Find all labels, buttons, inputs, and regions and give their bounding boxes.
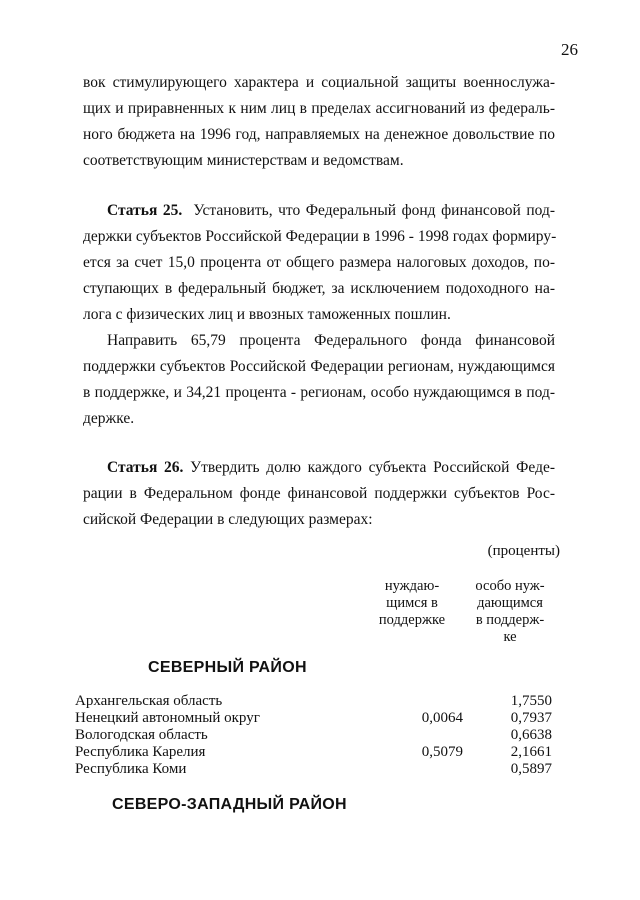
intro-paragraph — [83, 70, 555, 174]
table-row — [75, 761, 555, 778]
text-line: вок стимулирующего характера и социальной защиты военнослужа- — [83, 74, 555, 91]
column-header-needy — [372, 578, 452, 629]
subject-name: Ненецкий автономный округ — [75, 710, 260, 726]
units-label: (проценты) — [487, 543, 560, 559]
text-line: соответствующим министерствам и ведомствам. — [83, 152, 404, 169]
table-row — [75, 693, 555, 710]
text-line: держке. — [83, 410, 135, 427]
table-row — [75, 727, 555, 744]
text-line: ется за счет 15,0 процента от общего размера налоговых доходов, по- — [83, 254, 555, 271]
column-header-line: щимся в — [386, 595, 438, 611]
article-26-heading: Статья 26. — [107, 459, 184, 476]
text-line: Направить 65,79 процента Федерального фонда финансовой — [107, 332, 555, 349]
subject-name: Республика Карелия — [75, 744, 206, 760]
subject-name: Республика Коми — [75, 761, 187, 777]
value-very-needy: 0,7937 — [510, 710, 552, 726]
value-very-needy: 2,1661 — [510, 744, 552, 760]
text-line: щих и приравненных к ним лиц в пределах ассигнований из федераль- — [83, 100, 555, 117]
value-needy: 0,0064 — [421, 710, 463, 726]
text-line: ступающих в федеральный бюджет, за исключением подоходного на- — [83, 280, 555, 297]
region-table — [75, 693, 555, 778]
column-header-line: дающимся — [477, 595, 543, 611]
article-26-paragraph — [83, 455, 555, 533]
value-very-needy: 1,7550 — [510, 693, 552, 709]
text-line: лога с физических лиц и ввозных таможенных пошлин. — [83, 306, 451, 323]
column-header-line: особо нуж- — [475, 578, 545, 594]
article-25-paragraph-2 — [83, 328, 555, 432]
region-title: СЕВЕРО-ЗАПАДНЫЙ РАЙОН — [112, 796, 347, 813]
value-needy: 0,5079 — [421, 744, 463, 760]
value-very-needy: 0,6638 — [510, 727, 552, 743]
text-line: Статья 26. Утвердить долю каждого субъекта Российской Феде- — [107, 459, 556, 476]
article-25-heading: Статья 25. — [107, 202, 183, 219]
subject-name: Архангельская область — [75, 693, 223, 709]
column-header-very-needy — [460, 578, 560, 646]
text-line: Статья 25. Установить, что Федеральный фонд финансовой под- — [107, 202, 555, 219]
value-very-needy: 0,5897 — [510, 761, 552, 777]
text-line: ного бюджета на 1996 год, направляемых на денежное довольствие по — [83, 126, 555, 143]
text-line: поддержки субъектов Российской Федерации регионам, нуждающимся — [83, 358, 555, 375]
text-line: держки субъектов Российской Федерации в 1996 - 1998 годах формиру- — [83, 228, 557, 245]
article-25-paragraph — [83, 198, 555, 328]
text-line: сийской Федерации в следующих размерах: — [83, 511, 373, 528]
region-title: СЕВЕРНЫЙ РАЙОН — [148, 659, 307, 676]
text-line: в поддержке, и 34,21 процента - регионам, особо нуждающимся в под- — [83, 384, 555, 401]
table-row — [75, 710, 555, 727]
subject-name: Вологодская область — [75, 727, 208, 743]
column-header-line: в поддерж- — [475, 612, 545, 628]
column-header-line: поддержке — [378, 612, 446, 628]
page-number: 26 — [561, 40, 578, 59]
table-row — [75, 744, 555, 761]
column-header-line: ке — [503, 629, 517, 645]
column-header-line: нуждаю- — [384, 578, 440, 594]
text-line: рации в Федеральном фонде финансовой поддержки субъектов Рос- — [83, 485, 555, 502]
